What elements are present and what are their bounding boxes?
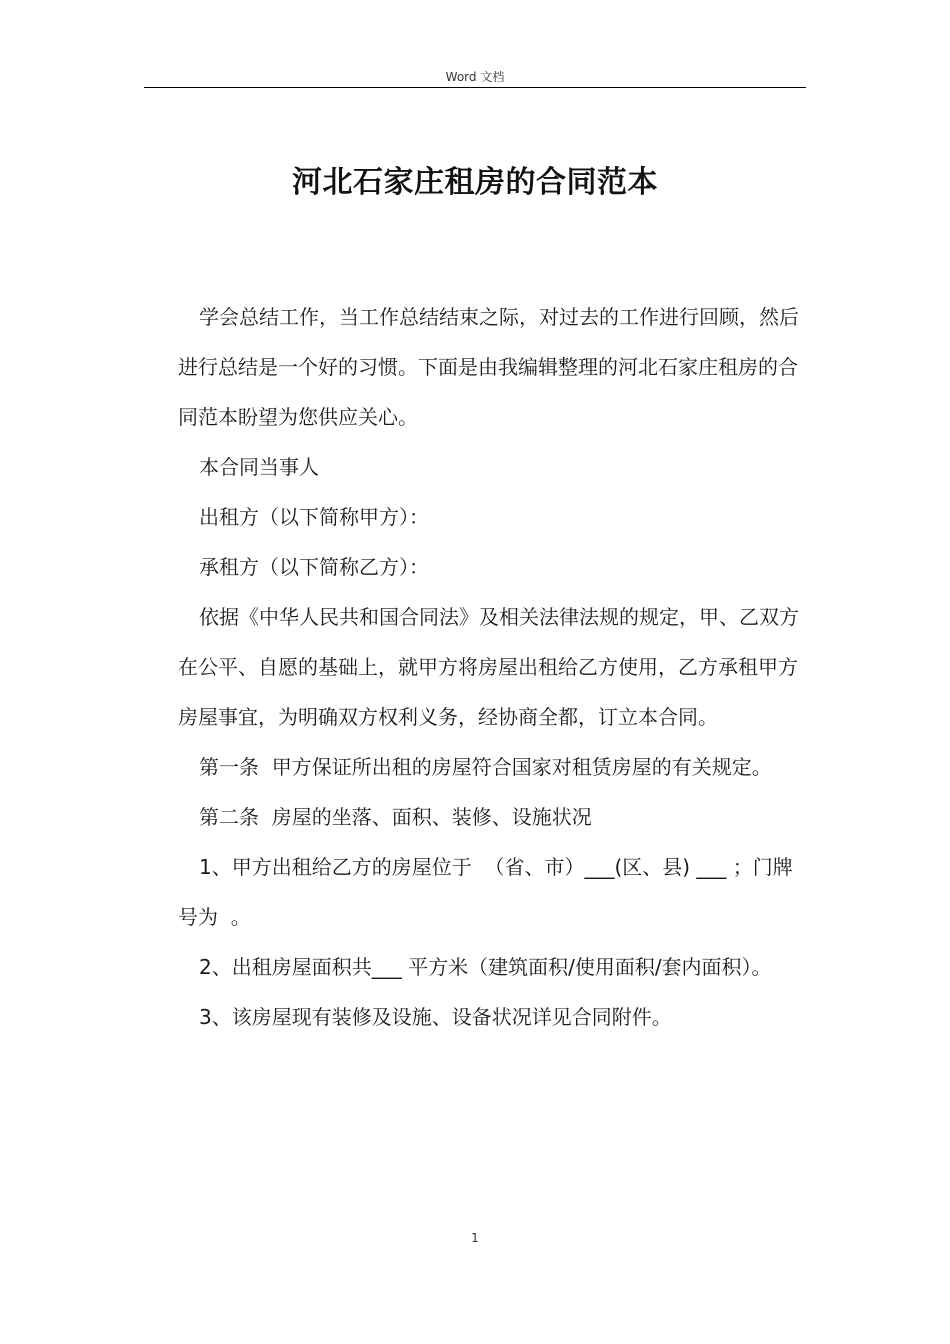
paragraph-basis: 依据《中华人民共和国合同法》及相关法律法规的规定，甲、乙双方在公平、自愿的基础上，就甲方将房屋出租给乙方使用，乙方承租甲方房屋事宜，为明确双方权利义务，经协商全都，订立本合同。 bbox=[178, 605, 799, 729]
paragraph-lessee: 承租方（以下简称乙方）： bbox=[199, 555, 429, 579]
paragraph-article-1: 第一条 甲方保证所出租的房屋符合国家对租赁房屋的有关规定。 bbox=[199, 755, 772, 779]
paragraph-item-3: 3、该房屋现有装修及设施、设备状况详见合同附件。 bbox=[199, 1005, 672, 1029]
paragraph-intro: 学会总结工作，当工作总结结束之际，对过去的工作进行回顾，然后进行总结是一个好的习惯。下面是由我编辑整理的河北石家庄租房的合同范本盼望为您供应关心。 bbox=[178, 305, 799, 429]
document-body bbox=[178, 292, 808, 1042]
paragraph-item-2: 2、出租房屋面积共___ 平方米（建筑面积/使用面积/套内面积）。 bbox=[199, 955, 772, 979]
paragraph-article-2: 第二条 房屋的坐落、面积、装修、设施状况 bbox=[199, 805, 592, 829]
header-divider bbox=[144, 87, 806, 88]
paragraph-parties: 本合同当事人 bbox=[199, 455, 319, 479]
paragraph-item-1: 1、甲方出租给乙方的房屋位于 （省、市）___(区、县) ___ ；门牌号为 。 bbox=[178, 855, 793, 929]
page-header: Word 文档 bbox=[445, 70, 505, 84]
page-number: 1 bbox=[471, 1231, 479, 1245]
paragraph-lessor: 出租方（以下简称甲方）： bbox=[199, 505, 429, 529]
document-title: 河北石家庄租房的合同范本 bbox=[292, 165, 658, 200]
